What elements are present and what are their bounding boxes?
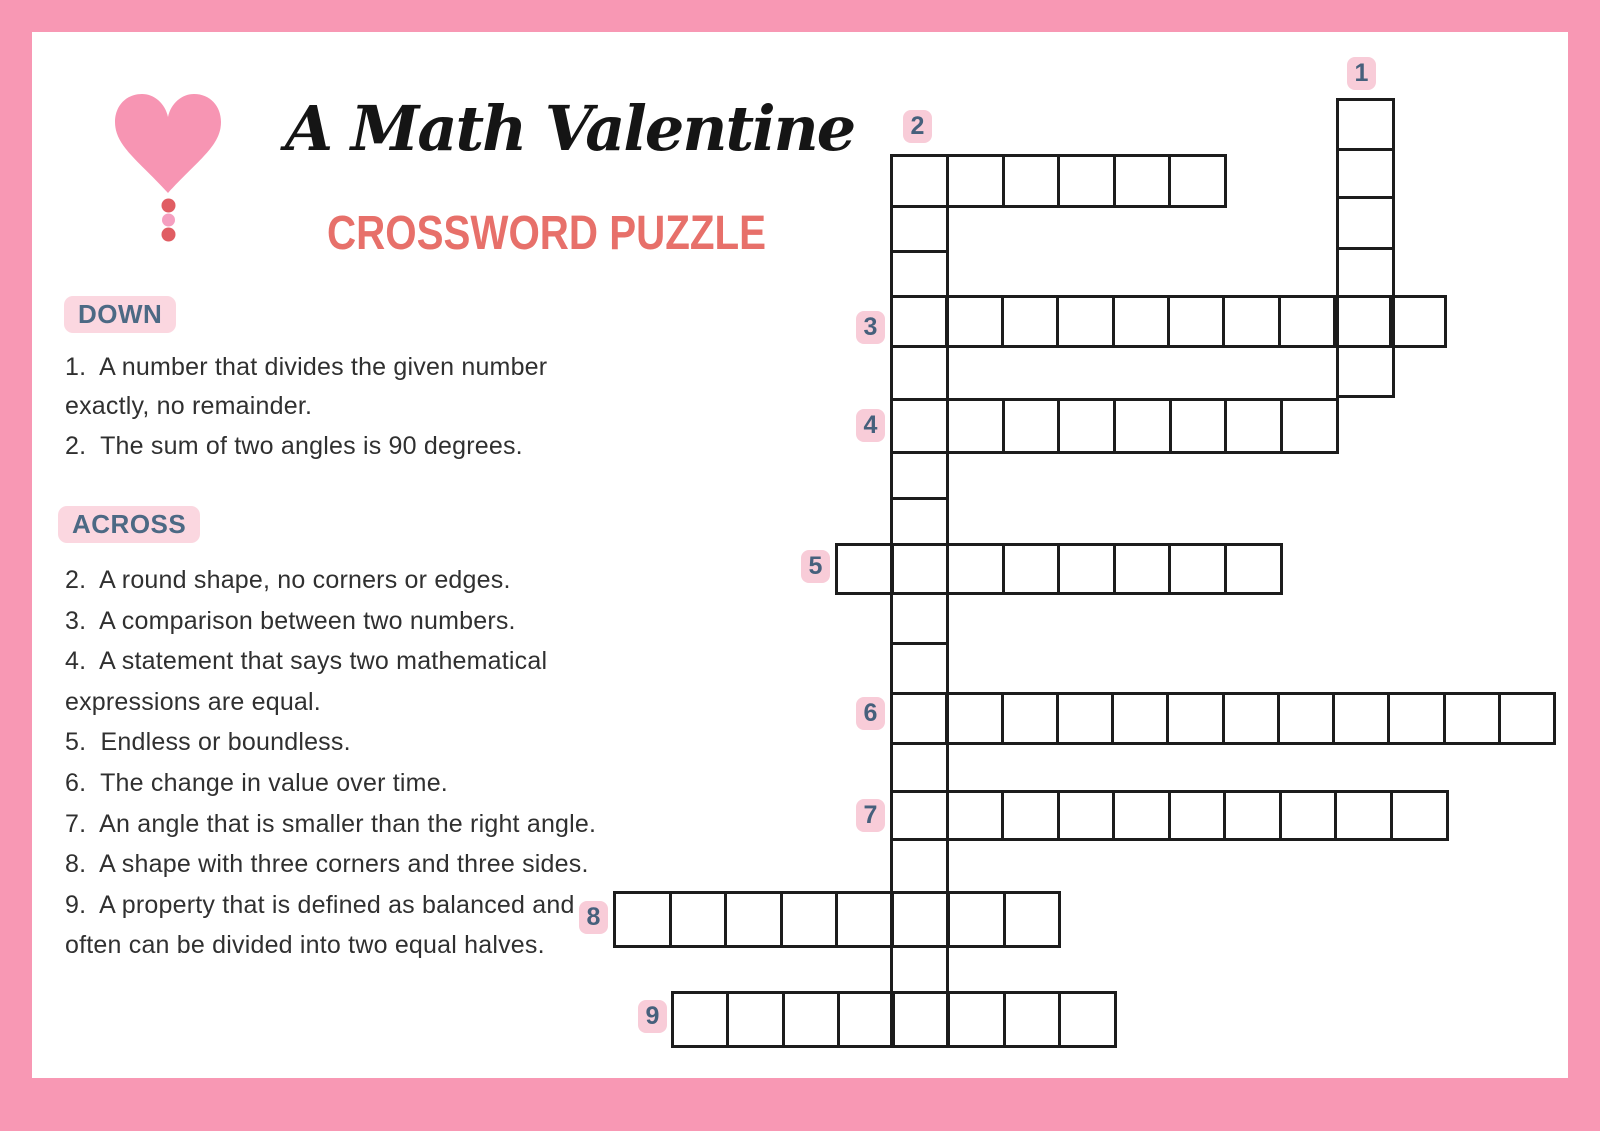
across-clue-5: 5. Endless or boundless. [65, 728, 351, 757]
crossword-cell-4-across-6[interactable] [1169, 398, 1227, 454]
crossword-cell-9-across-1[interactable] [671, 991, 729, 1048]
across-clue-8: 8. A shape with three corners and three sides. [65, 850, 589, 879]
crossword-cell-3-across-6[interactable] [1167, 295, 1225, 348]
crossword-cell-6-across-8[interactable] [1277, 692, 1335, 745]
crossword-cell-3-across-2[interactable] [945, 295, 1004, 348]
crossword-cell-8-across-4[interactable] [780, 891, 838, 948]
dot-middle [162, 214, 175, 227]
crossword-cell-2-across-2[interactable] [946, 154, 1005, 208]
crossword-cell-9-across-2[interactable] [726, 991, 785, 1048]
crossword-cell-8-across-2[interactable] [669, 891, 727, 948]
crossword-cell-4-across-8[interactable] [1280, 398, 1339, 454]
crossword-cell-9-across-4[interactable] [837, 991, 895, 1048]
crossword-cell-1-down-2[interactable] [1336, 148, 1395, 199]
crossword-cell-7-across-7[interactable] [1223, 790, 1282, 841]
crossword-cell-6-across-9[interactable] [1332, 692, 1390, 745]
crossword-cell-5-across-2[interactable] [891, 543, 949, 595]
crossword-cell-6-across-10[interactable] [1387, 692, 1446, 745]
crossword-cell-7-across-2[interactable] [946, 790, 1004, 841]
crossword-cell-2-down-7[interactable] [890, 451, 949, 500]
page-title: A Math Valentine [285, 92, 855, 165]
crossword-cell-4-across-2[interactable] [946, 398, 1005, 454]
crossword-cell-8-across-3[interactable] [724, 891, 783, 948]
crossword-cell-6-across-6[interactable] [1166, 692, 1225, 745]
crossword-cell-2-down-17[interactable] [890, 945, 949, 994]
crossword-cell-6-across-3[interactable] [1001, 692, 1059, 745]
crossword-cell-2-down-11[interactable] [890, 642, 949, 695]
crossword-cell-5-across-8[interactable] [1224, 543, 1283, 595]
crossword-cell-3-across-7[interactable] [1222, 295, 1281, 348]
crossword-cell-1-down-6[interactable] [1336, 345, 1395, 398]
heart-shape [115, 94, 221, 193]
crossword-cell-5-across-4[interactable] [1002, 543, 1060, 595]
across-clue-4: expressions are equal. [65, 687, 321, 716]
crossword-cell-2-down-10[interactable] [890, 592, 949, 645]
clue-number-badge-8: 8 [579, 901, 608, 934]
crossword-cell-9-across-3[interactable] [782, 991, 840, 1048]
crossword-cell-4-across-1[interactable] [890, 398, 949, 454]
crossword-cell-6-across-2[interactable] [945, 692, 1004, 745]
crossword-cell-2-across-4[interactable] [1057, 154, 1116, 208]
crossword-cell-9-across-6[interactable] [947, 991, 1006, 1048]
clue-number-badge-5: 5 [801, 550, 830, 583]
crossword-cell-7-across-3[interactable] [1001, 790, 1060, 841]
crossword-cell-4-across-3[interactable] [1002, 398, 1060, 454]
crossword-cell-5-across-6[interactable] [1113, 543, 1171, 595]
clue-number-badge-2: 2 [903, 110, 932, 143]
crossword-cell-2-down-13[interactable] [890, 742, 949, 793]
clue-number-badge-3: 3 [856, 311, 885, 344]
down-clue-1: 1. A number that divides the given number [65, 353, 548, 381]
crossword-cell-2-down-3[interactable] [890, 250, 949, 298]
crossword-cell-6-across-5[interactable] [1111, 692, 1169, 745]
dot-top [162, 199, 176, 213]
crossword-cell-7-across-5[interactable] [1112, 790, 1171, 841]
crossword-cell-3-across-1[interactable] [890, 295, 948, 348]
crossword-cell-2-down-15[interactable] [890, 838, 949, 894]
down-clue-2: 2. The sum of two angles is 90 degrees. [65, 431, 523, 460]
crossword-cell-8-across-6[interactable] [891, 891, 950, 948]
crossword-cell-6-across-11[interactable] [1443, 692, 1501, 745]
crossword-cell-3-across-9[interactable] [1333, 295, 1392, 348]
crossword-cell-3-across-5[interactable] [1112, 295, 1170, 348]
crossword-cell-2-across-5[interactable] [1113, 154, 1171, 208]
crossword-cell-9-across-7[interactable] [1003, 991, 1061, 1048]
page-subtitle: CROSSWORD PUZZLE [327, 207, 767, 260]
crossword-cell-2-across-1[interactable] [890, 154, 949, 208]
crossword-cell-8-across-5[interactable] [835, 891, 894, 948]
crossword-cell-1-down-4[interactable] [1336, 247, 1395, 298]
crossword-cell-3-across-10[interactable] [1389, 295, 1447, 348]
crossword-cell-4-across-4[interactable] [1057, 398, 1116, 454]
crossword-cell-6-across-1[interactable] [890, 692, 948, 745]
crossword-cell-2-across-3[interactable] [1002, 154, 1060, 208]
crossword-cell-8-across-7[interactable] [947, 891, 1006, 948]
crossword-cell-7-across-4[interactable] [1057, 790, 1115, 841]
crossword-cell-1-down-3[interactable] [1336, 196, 1395, 250]
crossword-cell-5-across-3[interactable] [946, 543, 1005, 595]
crossword-cell-6-across-12[interactable] [1498, 692, 1556, 745]
crossword-cell-2-down-5[interactable] [890, 345, 949, 401]
down-section-label: DOWN [64, 296, 176, 333]
crossword-cell-7-across-6[interactable] [1168, 790, 1226, 841]
crossword-cell-6-across-4[interactable] [1056, 692, 1114, 745]
across-section-label: ACROSS [58, 506, 200, 543]
crossword-cell-5-across-7[interactable] [1168, 543, 1227, 595]
crossword-cell-7-across-9[interactable] [1334, 790, 1393, 841]
across-clue-6: 6. The change in value over time. [65, 768, 448, 797]
dot-bottom [162, 228, 176, 242]
crossword-cell-5-across-1[interactable] [835, 543, 894, 595]
crossword-cell-9-across-5[interactable] [892, 991, 950, 1048]
crossword-cell-2-across-6[interactable] [1168, 154, 1227, 208]
crossword-cell-3-across-4[interactable] [1056, 295, 1115, 348]
across-clue-3: 3. A comparison between two numbers. [65, 606, 516, 635]
across-clue-9: often can be divided into two equal halves. [65, 931, 545, 960]
crossword-cell-5-across-5[interactable] [1057, 543, 1116, 595]
across-clue-7: 7. An angle that is smaller than the right angle. [65, 809, 597, 838]
down-clues-list [65, 348, 547, 466]
clue-number-badge-4: 4 [856, 409, 885, 442]
across-clues-list [65, 560, 596, 966]
crossword-cell-8-across-1[interactable] [613, 891, 672, 948]
crossword-cell-3-across-8[interactable] [1278, 295, 1336, 348]
across-clue-9: 9. A property that is defined as balanced and [65, 890, 575, 919]
crossword-cell-1-down-1[interactable] [1336, 98, 1395, 151]
clue-number-badge-1: 1 [1347, 57, 1376, 90]
clue-number-badge-7: 7 [856, 799, 885, 832]
heart-icon [114, 93, 222, 243]
crossword-cell-2-down-2[interactable] [890, 205, 949, 253]
across-clue-2: 2. A round shape, no corners or edges. [65, 566, 511, 594]
across-clue-4: 4. A statement that says two mathematical [65, 647, 548, 676]
crossword-cell-4-across-5[interactable] [1113, 398, 1172, 454]
crossword-cell-7-across-10[interactable] [1390, 790, 1449, 841]
crossword-cell-9-across-8[interactable] [1058, 991, 1117, 1048]
crossword-cell-8-across-8[interactable] [1003, 891, 1061, 948]
crossword-cell-7-across-8[interactable] [1279, 790, 1337, 841]
crossword-cell-4-across-7[interactable] [1224, 398, 1283, 454]
crossword-cell-2-down-8[interactable] [890, 497, 949, 546]
crossword-cell-7-across-1[interactable] [890, 790, 949, 841]
crossword-cell-6-across-7[interactable] [1222, 692, 1280, 745]
down-clue-1: exactly, no remainder. [65, 392, 313, 421]
clue-number-badge-9: 9 [638, 1000, 667, 1033]
crossword-cell-3-across-3[interactable] [1001, 295, 1059, 348]
clue-number-badge-6: 6 [856, 697, 885, 730]
